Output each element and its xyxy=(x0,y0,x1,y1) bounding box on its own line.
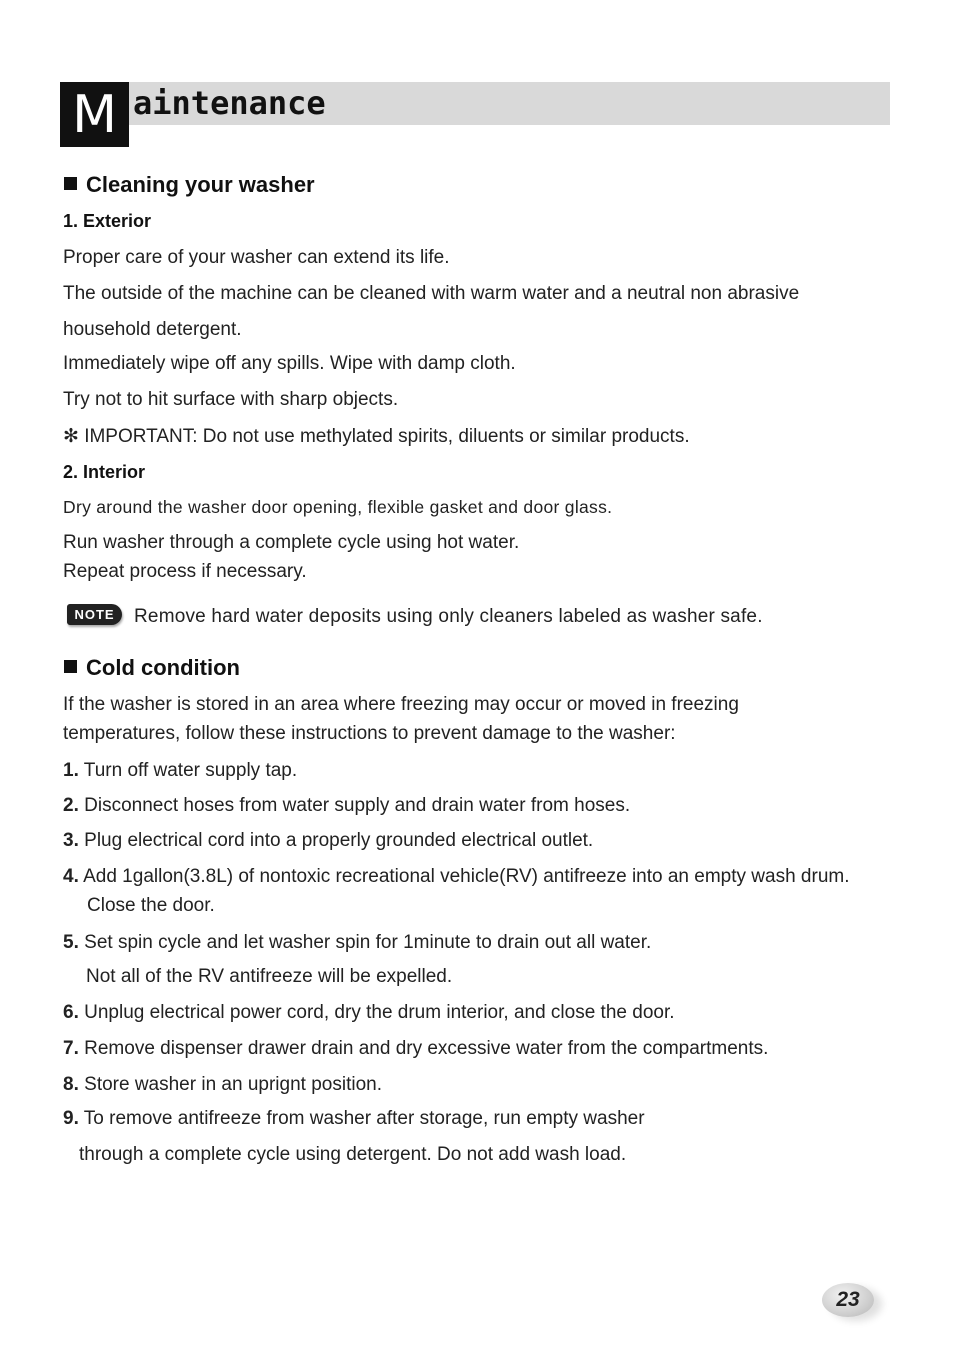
important-warning: ✻ IMPORTANT: Do not use methylated spirits, diluents or similar products. xyxy=(63,426,690,447)
section-title: Cold condition xyxy=(86,655,240,680)
section-heading-cold xyxy=(64,655,240,681)
step-number: 6. xyxy=(63,1002,79,1023)
step-continuation: through a complete cycle using detergent. Do not add wash load. xyxy=(79,1144,627,1165)
list-item xyxy=(63,1074,382,1096)
step-text: To remove antifreeze from washer after storage, run empty washer xyxy=(83,1108,645,1129)
list-item xyxy=(63,932,651,954)
step-text: Add 1gallon(3.8L) of nontoxic recreational vehicle(RV) antifreeze into an empty wash drum. xyxy=(83,866,850,887)
page-number: 23 xyxy=(822,1283,874,1317)
cold-intro-line: temperatures, follow these instructions to prevent damage to the washer: xyxy=(63,723,676,744)
interior-line: Dry around the washer door opening, flexible gasket and door glass. xyxy=(63,497,613,517)
note-badge: NOTE xyxy=(67,604,122,625)
step-number: 2. xyxy=(63,795,79,816)
step-number: 5. xyxy=(63,932,79,953)
exterior-line: household detergent. xyxy=(63,319,242,340)
step-continuation: Close the door. xyxy=(87,895,215,916)
exterior-line: Immediately wipe off any spills. Wipe with damp cloth. xyxy=(63,353,516,374)
step-text: Store washer in an uprignt position. xyxy=(84,1074,382,1095)
list-item xyxy=(63,1108,645,1130)
interior-line: Run washer through a complete cycle using hot water. xyxy=(63,532,520,553)
step-number: 4. xyxy=(63,866,79,887)
step-text: Disconnect hoses from water supply and drain water from hoses. xyxy=(84,795,631,816)
exterior-line: Try not to hit surface with sharp objects. xyxy=(63,389,399,410)
step-number: 3. xyxy=(63,830,79,851)
step-continuation: Not all of the RV antifreeze will be expelled. xyxy=(86,966,453,987)
cold-intro-line: If the washer is stored in an area where freezing may occur or moved in freezing xyxy=(63,694,739,715)
title-initial: M xyxy=(60,82,129,147)
step-text: Remove dispenser drawer drain and dry excessive water from the compartments. xyxy=(84,1038,769,1059)
step-text: Set spin cycle and let washer spin for 1minute to drain out all water. xyxy=(84,932,652,953)
section-title: Cleaning your washer xyxy=(86,172,315,197)
square-bullet-icon xyxy=(64,177,77,190)
step-number: 9. xyxy=(63,1108,79,1129)
list-item xyxy=(63,866,850,888)
step-number: 8. xyxy=(63,1074,79,1095)
interior-line: Repeat process if necessary. xyxy=(63,561,307,582)
step-number: 7. xyxy=(63,1038,79,1059)
step-text: Unplug electrical power cord, dry the drum interior, and close the door. xyxy=(84,1002,675,1023)
step-number: 1. xyxy=(63,760,79,781)
subheading-interior: 2. Interior xyxy=(63,462,146,482)
list-item xyxy=(63,830,593,852)
subheading-exterior: 1. Exterior xyxy=(63,211,152,231)
list-item xyxy=(63,795,630,817)
step-text: Plug electrical cord into a properly grounded electrical outlet. xyxy=(84,830,594,851)
square-bullet-icon xyxy=(64,660,77,673)
list-item xyxy=(63,760,297,782)
list-item xyxy=(63,1038,768,1060)
list-item xyxy=(63,1002,675,1024)
step-text: Turn off water supply tap. xyxy=(83,760,298,781)
exterior-line: Proper care of your washer can extend its life. xyxy=(63,247,450,268)
section-heading-cleaning xyxy=(64,172,315,198)
page-title: aintenance xyxy=(133,84,326,122)
exterior-line: The outside of the machine can be cleaned with warm water and a neutral non abrasive xyxy=(63,283,800,304)
note-text: Remove hard water deposits using only cleaners labeled as washer safe. xyxy=(134,606,763,627)
